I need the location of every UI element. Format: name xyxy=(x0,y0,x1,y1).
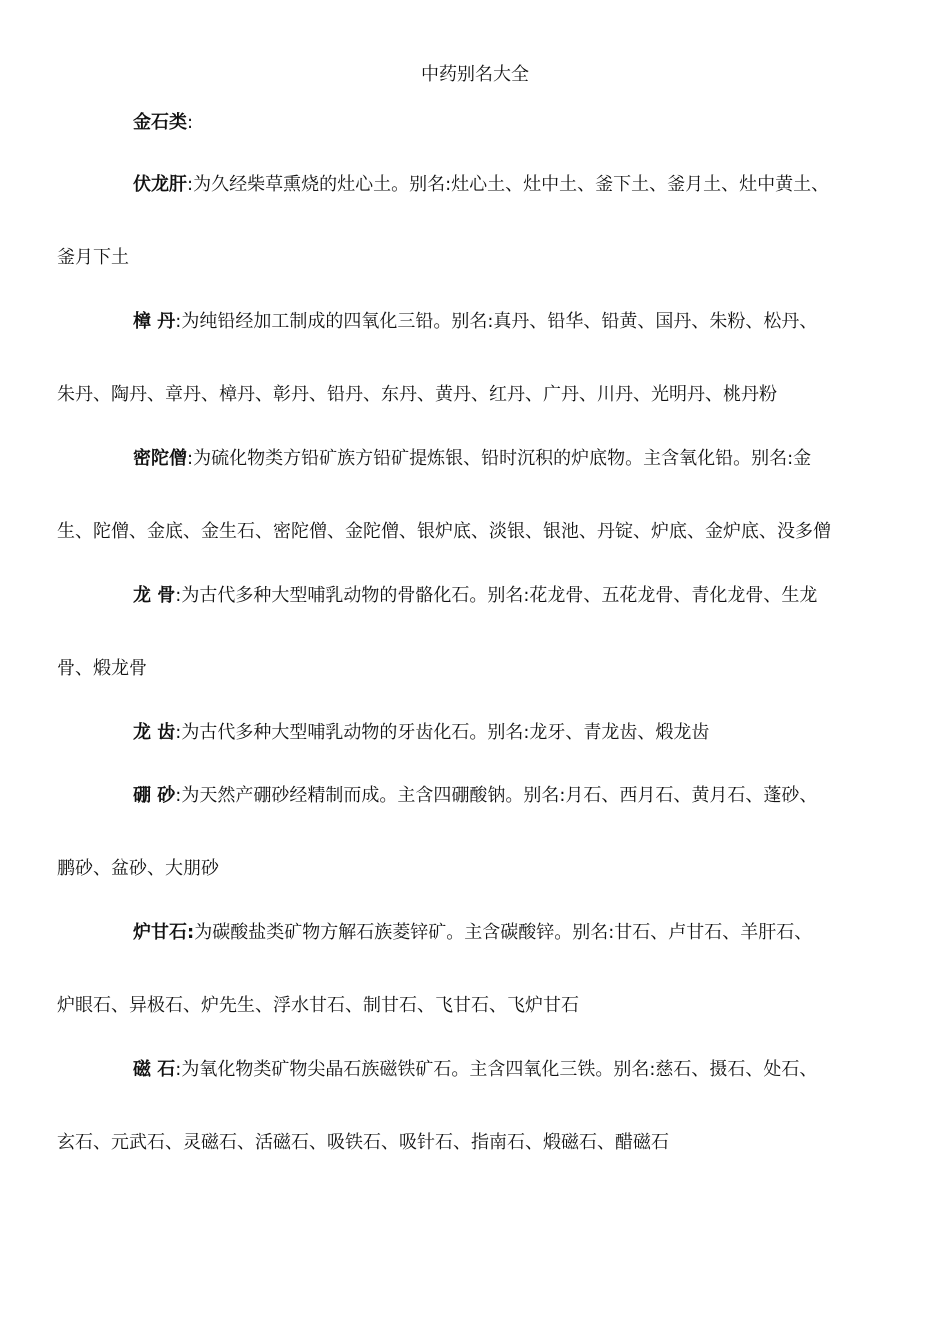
entry-term: 伏龙肝 xyxy=(133,174,187,195)
entry-text: 为碳酸盐类矿物方解石族菱锌矿。主含碳酸锌。别名:甘石、卢甘石、羊肝石、 xyxy=(194,922,813,943)
entry-line-2: 鹏砂、盆砂、大朋砂 xyxy=(57,858,219,879)
entry-separator: : xyxy=(187,174,194,195)
entry-line-1 xyxy=(133,446,811,472)
entry-line-1 xyxy=(133,309,817,335)
category-separator: : xyxy=(187,112,194,133)
entry-term: 磁 石 xyxy=(133,1059,176,1080)
entry-separator: : xyxy=(175,585,182,606)
entry-line-2: 釜月下土 xyxy=(57,247,129,268)
entry-line-1 xyxy=(133,172,829,198)
entry-line-1 xyxy=(133,1057,817,1083)
entry-term: 龙 齿 xyxy=(133,722,176,743)
entry-line-1 xyxy=(133,783,817,809)
document-title: 中药别名大全 xyxy=(421,64,529,85)
entry-term: 炉甘石: xyxy=(133,922,195,943)
entry-term: 密陀僧 xyxy=(133,448,187,469)
entry-text: 为纯铅经加工制成的四氧化三铅。别名:真丹、铅华、铅黄、国丹、朱粉、松丹、 xyxy=(181,311,818,332)
entry-text: 为天然产硼砂经精制而成。主含四硼酸钠。别名:月石、西月石、黄月石、蓬砂、 xyxy=(181,785,818,806)
entry-text: 为古代多种大型哺乳动物的牙齿化石。别名:龙牙、青龙齿、煅龙齿 xyxy=(181,722,710,743)
entry-line-1 xyxy=(133,920,812,946)
entry-separator: : xyxy=(175,722,182,743)
entry-line-2: 骨、煅龙骨 xyxy=(57,658,147,679)
entry-line-1 xyxy=(133,583,817,609)
entry-separator: : xyxy=(175,785,182,806)
entry-text: 为氧化物类矿物尖晶石族磁铁矿石。主含四氧化三铁。别名:慈石、摄石、处石、 xyxy=(181,1059,818,1080)
entry-separator: : xyxy=(175,311,182,332)
entry-text: 为久经柴草熏烧的灶心土。别名:灶心土、灶中土、釜下土、釜月土、灶中黄土、 xyxy=(193,174,830,195)
entry-line-2: 生、陀僧、金底、金生石、密陀僧、金陀僧、银炉底、淡银、银池、丹锭、炉底、金炉底、没多僧 xyxy=(57,521,831,542)
category-name: 金石类 xyxy=(133,112,187,133)
category-heading xyxy=(133,110,193,136)
entry-line-2: 朱丹、陶丹、章丹、樟丹、彰丹、铅丹、东丹、黄丹、红丹、广丹、川丹、光明丹、桃丹粉 xyxy=(57,384,777,405)
entry-term: 硼 砂 xyxy=(133,785,176,806)
entry-term: 龙 骨 xyxy=(133,585,176,606)
entry-term: 樟 丹 xyxy=(133,311,176,332)
entry-separator: : xyxy=(187,448,194,469)
entry-line-2: 炉眼石、异极石、炉先生、浮水甘石、制甘石、飞甘石、飞炉甘石 xyxy=(57,995,579,1016)
entry-line-1 xyxy=(133,720,709,746)
entry-text: 为硫化物类方铅矿族方铅矿提炼银、铅时沉积的炉底物。主含氧化铅。别名:金 xyxy=(193,448,812,469)
entry-separator: : xyxy=(175,1059,182,1080)
entry-line-2: 玄石、元武石、灵磁石、活磁石、吸铁石、吸针石、指南石、煅磁石、醋磁石 xyxy=(57,1132,669,1153)
entry-text: 为古代多种大型哺乳动物的骨骼化石。别名:花龙骨、五花龙骨、青化龙骨、生龙 xyxy=(181,585,818,606)
